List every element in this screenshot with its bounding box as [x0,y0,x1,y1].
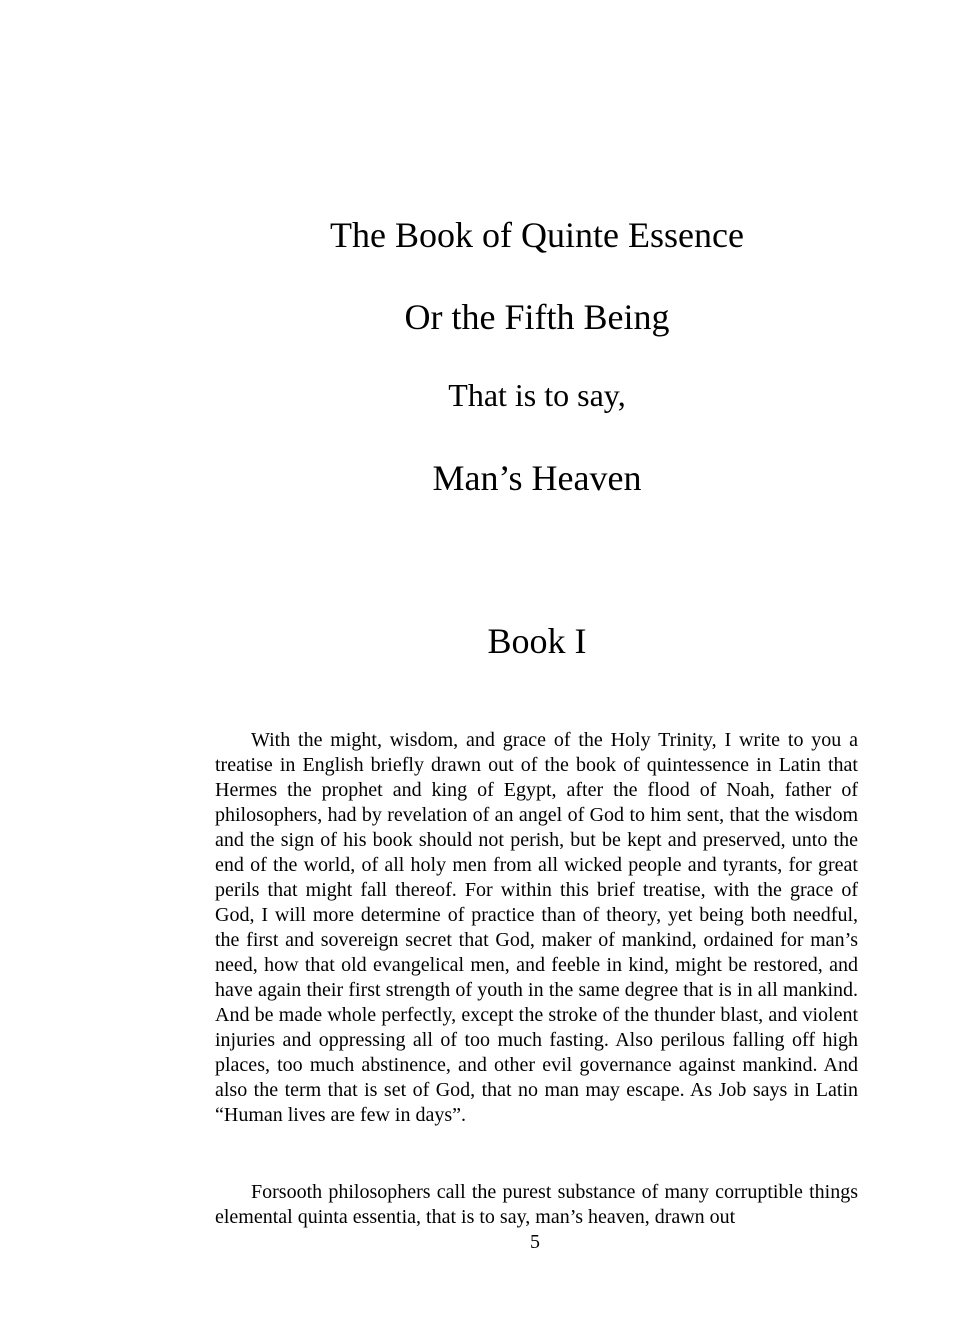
paragraph-1-text: With the might, wisdom, and grace of the Holy Trinity, I write to you a treatise in English briefly drawn out of the book of quintessence in Latin that Hermes the prophet and king of Egypt, after the flood of Noah, father of philosophers, had by revelation of an angel of God to him sent, that the wisdom and the sign of his book should not perish, but be kept and preserved, unto the end of the world, of all holy men from all wicked people and tyrants, for great perils that might fall thereof. For within this brief treatise, with the grace of God, I will more determine of practice than of theory, yet being both needful, the first and sovereign secret that God, maker of mankind, ordained for man’s need, how that old evangelical men, and feeble in kind, might be restored, and have again their first strength of youth in the same degree that is in all mankind. And be made whole perfectly, except the stroke of the thunder blast, and violent injuries and oppressing all of too much fasting. Also perilous falling off high places, too much abstinence, and other evil governance against mankind. And also the term that is set of God, that no man may escape. As Job says in Latin “Human lives are few in days”. [215,729,858,1126]
body-paragraph-1 [215,728,858,1128]
title-connector: That is to say, [448,377,626,413]
body-paragraph-2 [215,1180,858,1230]
page-number: 5 [530,1231,540,1253]
book-subtitle: Or the Fifth Being [404,297,670,337]
paragraph-2-text: Forsooth philosophers call the purest substance of many corruptible things elemental quinta essentia, that is to say, man’s heaven, drawn out [215,1181,858,1228]
alternate-title: Man’s Heaven [432,458,642,498]
book-title: The Book of Quinte Essence [330,215,744,255]
book-number-heading: Book I [487,621,587,661]
